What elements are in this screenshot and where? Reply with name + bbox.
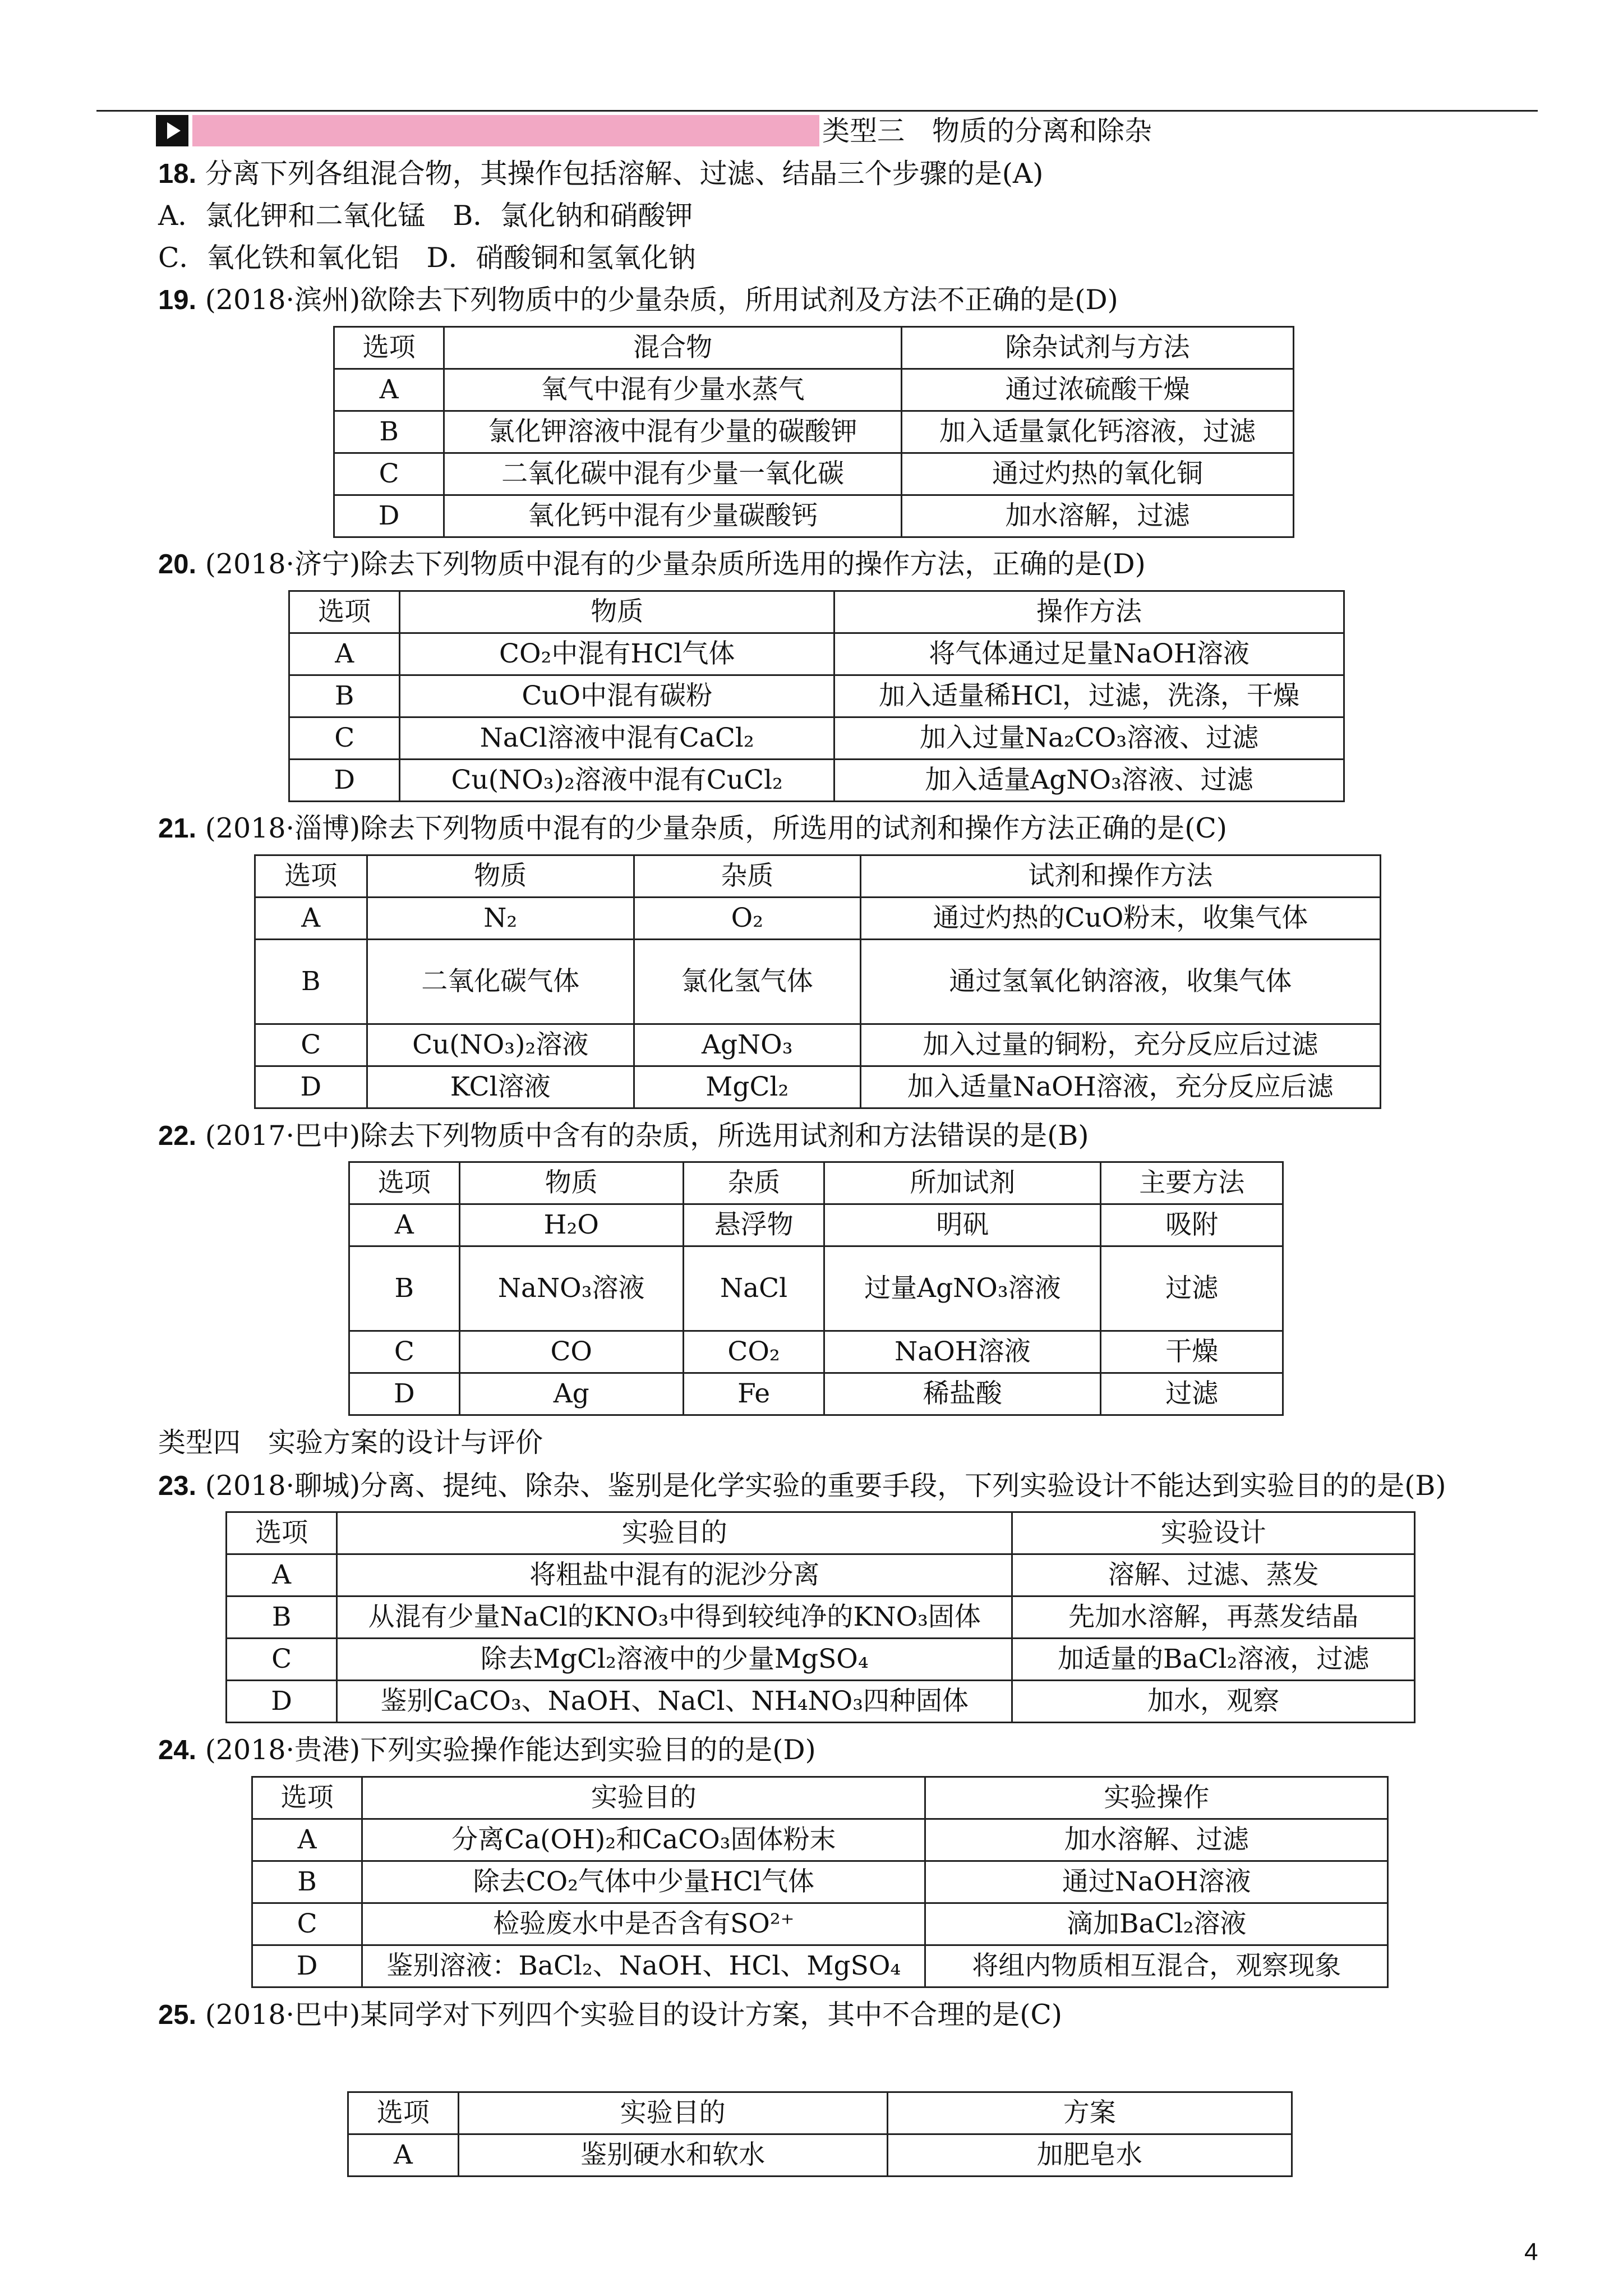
table-cell: A <box>255 898 367 940</box>
q25-stem: 25. (2018·巴中)某同学对下列四个实验目的设计方案，其中不合理的是(C) <box>158 1999 1062 2031</box>
table-cell: 将气体通过足量NaOH溶液 <box>834 633 1344 675</box>
header-cell: 选项 <box>255 855 367 898</box>
play-icon <box>156 115 188 146</box>
table-cell: B <box>289 675 400 717</box>
table-cell: A <box>289 633 400 675</box>
table-cell: 滴加BaCl₂溶液 <box>925 1903 1388 1945</box>
table-cell: 加入适量稀HCl，过滤，洗涤，干燥 <box>834 675 1344 717</box>
table-cell: 吸附 <box>1101 1204 1283 1246</box>
table-cell: B <box>227 1596 337 1639</box>
table-row <box>349 1246 1283 1331</box>
table-cell: C <box>227 1639 337 1681</box>
table-cell: 明矾 <box>824 1204 1101 1246</box>
table-cell: D <box>334 495 444 537</box>
q19-stem: 19. (2018·滨州)欲除去下列物质中的少量杂质，所用试剂及方法不正确的是(D) <box>158 284 1118 316</box>
table-cell: C <box>334 453 444 495</box>
table-cell: 鉴别硬水和软水 <box>458 2134 887 2177</box>
table-cell: 通过浓硫酸干燥 <box>902 369 1294 411</box>
table-row <box>227 1554 1415 1596</box>
table-cell: 氧化钙中混有少量碳酸钙 <box>444 495 902 537</box>
table-row <box>255 1024 1381 1066</box>
q18-options-cd: C．氧化铁和氧化铝 D．硝酸铜和氢氧化钠 <box>158 242 696 274</box>
table-cell: 通过灼热的氧化铜 <box>902 453 1294 495</box>
q22-stem: 22. (2017·巴中)除去下列物质中含有的杂质，所选用试剂和方法错误的是(B) <box>158 1120 1089 1152</box>
table-row <box>289 633 1344 675</box>
table-header-row <box>349 1162 1283 1204</box>
section-4-title: 类型四 实验方案的设计与评价 <box>158 1427 543 1458</box>
table-cell: 过滤 <box>1101 1373 1283 1415</box>
q18-options-ab: A．氯化钾和二氧化锰 B．氯化钠和硝酸钾 <box>158 200 693 232</box>
header-cell: 物质 <box>400 591 834 633</box>
header-cell: 主要方法 <box>1101 1162 1283 1204</box>
table-cell: CO₂中混有HCl气体 <box>400 633 834 675</box>
table-header-row <box>334 327 1294 369</box>
table-cell: 氯化氢气体 <box>634 940 860 1024</box>
q25-table <box>347 2091 1293 2177</box>
table-row <box>227 1681 1415 1723</box>
table-cell: CO <box>459 1331 683 1373</box>
table-cell: 干燥 <box>1101 1331 1283 1373</box>
header-cell: 选项 <box>348 2092 459 2134</box>
table-header-row <box>289 591 1344 633</box>
table-cell: 加入适量氯化钙溶液，过滤 <box>902 411 1294 453</box>
table-cell: NaNO₃溶液 <box>459 1246 683 1331</box>
header-cell: 物质 <box>367 855 634 898</box>
table-row <box>334 453 1294 495</box>
table-cell: A <box>348 2134 459 2177</box>
q23-table <box>225 1511 1415 1723</box>
table-cell: Ag <box>459 1373 683 1415</box>
table-row <box>289 760 1344 802</box>
header-cell: 试剂和操作方法 <box>860 855 1380 898</box>
table-row <box>255 1066 1381 1108</box>
table-cell: C <box>255 1024 367 1066</box>
table-cell: 二氧化碳中混有少量一氧化碳 <box>444 453 902 495</box>
table-cell: AgNO₃ <box>634 1024 860 1066</box>
section-banner <box>192 115 819 146</box>
header-cell: 杂质 <box>634 855 860 898</box>
table-row <box>227 1639 1415 1681</box>
header-cell: 操作方法 <box>834 591 1344 633</box>
table-cell: 过量AgNO₃溶液 <box>824 1246 1101 1331</box>
table-cell: 过滤 <box>1101 1246 1283 1331</box>
q18-stem: 18. 分离下列各组混合物，其操作包括溶解、过滤、结晶三个步骤的是(A) <box>158 158 1044 190</box>
header-cell: 混合物 <box>444 327 902 369</box>
table-cell: A <box>227 1554 337 1596</box>
table-cell: Cu(NO₃)₂溶液中混有CuCl₂ <box>400 760 834 802</box>
table-cell: 鉴别溶液：BaCl₂、NaOH、HCl、MgSO₄ <box>362 1945 925 1987</box>
q22-table <box>348 1161 1284 1416</box>
table-cell: MgCl₂ <box>634 1066 860 1108</box>
table-row <box>227 1596 1415 1639</box>
table-header-row <box>255 855 1381 898</box>
table-row <box>255 940 1381 1024</box>
table-row <box>252 1945 1388 1987</box>
table-cell: A <box>252 1819 362 1861</box>
table-cell: 加适量的BaCl₂溶液，过滤 <box>1012 1639 1415 1681</box>
table-cell: 溶解、过滤、蒸发 <box>1012 1554 1415 1596</box>
q21-stem: 21. (2018·淄博)除去下列物质中混有的少量杂质，所选用的试剂和操作方法正确的是(C) <box>158 812 1227 844</box>
table-cell: D <box>255 1066 367 1108</box>
table-cell: 加肥皂水 <box>887 2134 1292 2177</box>
table-cell: KCl溶液 <box>367 1066 634 1108</box>
table-cell: 除去MgCl₂溶液中的少量MgSO₄ <box>337 1639 1012 1681</box>
table-cell: 鉴别CaCO₃、NaOH、NaCl、NH₄NO₃四种固体 <box>337 1681 1012 1723</box>
header-cell: 实验目的 <box>458 2092 887 2134</box>
q20-table <box>288 590 1345 802</box>
table-cell: B <box>349 1246 460 1331</box>
table-row <box>252 1819 1388 1861</box>
top-rule <box>96 110 1538 112</box>
header-cell: 实验操作 <box>925 1777 1388 1819</box>
table-cell: 加入适量AgNO₃溶液、过滤 <box>834 760 1344 802</box>
table-cell: B <box>334 411 444 453</box>
table-cell: 氧气中混有少量水蒸气 <box>444 369 902 411</box>
table-cell: 加水溶解、过滤 <box>925 1819 1388 1861</box>
table-cell: 加入过量的铜粉，充分反应后过滤 <box>860 1024 1380 1066</box>
table-cell: 加水，观察 <box>1012 1681 1415 1723</box>
header-cell: 选项 <box>289 591 400 633</box>
table-row <box>289 717 1344 760</box>
table-cell: H₂O <box>459 1204 683 1246</box>
table-cell: D <box>349 1373 460 1415</box>
table-cell: 加水溶解，过滤 <box>902 495 1294 537</box>
table-cell: 除去CO₂气体中少量HCl气体 <box>362 1861 925 1903</box>
table-cell: NaOH溶液 <box>824 1331 1101 1373</box>
q20-stem: 20. (2018·济宁)除去下列物质中混有的少量杂质所选用的操作方法，正确的是(D) <box>158 548 1146 580</box>
table-row <box>289 675 1344 717</box>
header-cell: 选项 <box>227 1512 337 1554</box>
table-cell: 从混有少量NaCl的KNO₃中得到较纯净的KNO₃固体 <box>337 1596 1012 1639</box>
table-row <box>252 1903 1388 1945</box>
table-cell: 通过氢氧化钠溶液，收集气体 <box>860 940 1380 1024</box>
table-cell: NaCl溶液中混有CaCl₂ <box>400 717 834 760</box>
table-cell: 稀盐酸 <box>824 1373 1101 1415</box>
table-cell: 将组内物质相互混合，观察现象 <box>925 1945 1388 1987</box>
table-cell: 加入过量Na₂CO₃溶液、过滤 <box>834 717 1344 760</box>
header-cell: 除杂试剂与方法 <box>902 327 1294 369</box>
table-cell: 先加水溶解，再蒸发结晶 <box>1012 1596 1415 1639</box>
table-row <box>334 495 1294 537</box>
table-cell: Fe <box>683 1373 824 1415</box>
header-cell: 选项 <box>334 327 444 369</box>
table-cell: N₂ <box>367 898 634 940</box>
header-cell: 选项 <box>252 1777 362 1819</box>
q23-stem: 23. (2018·聊城)分离、提纯、除杂、鉴别是化学实验的重要手段，下列实验设计不能达到实验目的的是(B) <box>158 1470 1446 1502</box>
table-cell: D <box>252 1945 362 1987</box>
table-cell: D <box>289 760 400 802</box>
table-cell: C <box>289 717 400 760</box>
table-row <box>252 1861 1388 1903</box>
table-cell: Cu(NO₃)₂溶液 <box>367 1024 634 1066</box>
table-cell: 将粗盐中混有的泥沙分离 <box>337 1554 1012 1596</box>
table-cell: 检验废水中是否含有SO²⁺ <box>362 1903 925 1945</box>
table-cell: 二氧化碳气体 <box>367 940 634 1024</box>
table-header-row <box>227 1512 1415 1554</box>
table-cell: CO₂ <box>683 1331 824 1373</box>
header-cell: 杂质 <box>683 1162 824 1204</box>
header-cell: 选项 <box>349 1162 460 1204</box>
header-cell: 实验目的 <box>362 1777 925 1819</box>
table-cell: D <box>227 1681 337 1723</box>
table-cell: B <box>255 940 367 1024</box>
section-3-title: 类型三 物质的分离和除杂 <box>822 115 1152 147</box>
table-cell: NaCl <box>683 1246 824 1331</box>
q24-stem: 24. (2018·贵港)下列实验操作能达到实验目的的是(D) <box>158 1734 816 1766</box>
q21-table <box>254 854 1381 1109</box>
table-row <box>348 2134 1292 2177</box>
table-cell: 分离Ca(OH)₂和CaCO₃固体粉末 <box>362 1819 925 1861</box>
table-cell: 悬浮物 <box>683 1204 824 1246</box>
page-number: 4 <box>1524 2238 1538 2266</box>
table-header-row <box>348 2092 1292 2134</box>
table-cell: CuO中混有碳粉 <box>400 675 834 717</box>
header-cell: 所加试剂 <box>824 1162 1101 1204</box>
table-cell: C <box>252 1903 362 1945</box>
table-cell: 通过灼热的CuO粉末，收集气体 <box>860 898 1380 940</box>
table-row <box>349 1331 1283 1373</box>
table-header-row <box>252 1777 1388 1819</box>
table-row <box>255 898 1381 940</box>
table-row <box>349 1373 1283 1415</box>
table-cell: C <box>349 1331 460 1373</box>
header-cell: 方案 <box>887 2092 1292 2134</box>
table-cell: A <box>334 369 444 411</box>
table-cell: 通过NaOH溶液 <box>925 1861 1388 1903</box>
table-row <box>349 1204 1283 1246</box>
header-cell: 物质 <box>459 1162 683 1204</box>
header-cell: 实验目的 <box>337 1512 1012 1554</box>
table-cell: O₂ <box>634 898 860 940</box>
header-cell: 实验设计 <box>1012 1512 1415 1554</box>
table-cell: 加入适量NaOH溶液，充分反应后滤 <box>860 1066 1380 1108</box>
table-cell: 氯化钾溶液中混有少量的碳酸钾 <box>444 411 902 453</box>
table-cell: B <box>252 1861 362 1903</box>
q19-table <box>333 326 1294 538</box>
table-row <box>334 411 1294 453</box>
q24-table <box>251 1776 1389 1988</box>
table-cell: A <box>349 1204 460 1246</box>
table-row <box>334 369 1294 411</box>
